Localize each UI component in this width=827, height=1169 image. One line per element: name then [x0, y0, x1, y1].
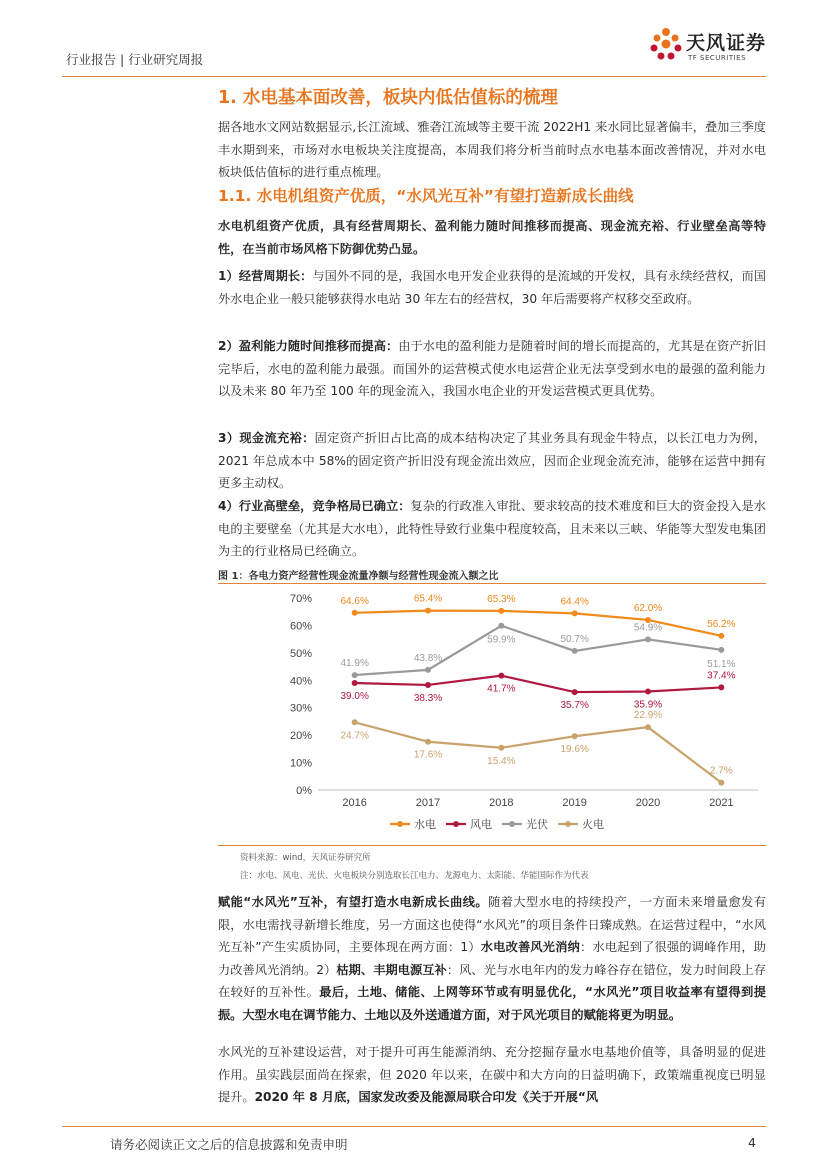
data-point — [718, 647, 724, 653]
company-logo — [640, 22, 770, 66]
point-2-text: 由于水电的盈利能力是随着时间的增长而提高的，尤其是在资产折旧完毕后，水电的盈利能力最强。而国外的运营模式使水电运营企业无法享受到水电的最强的盈利能力以及未来 80 年乃至 100 年的现金流入，我国水电企业的开发运营模式更具优势。 — [218, 339, 766, 398]
data-point — [718, 684, 724, 690]
y-tick-label: 20% — [289, 730, 312, 743]
data-point — [498, 673, 504, 679]
data-point — [352, 672, 358, 678]
x-tick-label: 2017 — [415, 797, 441, 809]
data-label: 62.0% — [633, 602, 663, 614]
legend-marker — [565, 821, 571, 827]
legend-marker — [397, 821, 403, 827]
header-category: 行业报告 | 行业研究周报 — [66, 52, 204, 67]
x-tick-label: 2020 — [635, 797, 661, 809]
series-line-火电 — [355, 722, 722, 782]
data-label: 65.4% — [413, 593, 443, 605]
data-point — [425, 608, 431, 614]
header-divider — [62, 76, 766, 77]
cashflow-ratio-line-chart — [218, 584, 766, 844]
data-point — [352, 719, 358, 725]
data-label: 51.1% — [707, 658, 736, 670]
data-label: 37.4% — [707, 670, 736, 682]
synergy-text-b: ：水电起到了很强的调峰作用，助力改善风光消纳。2） — [218, 940, 766, 977]
data-label: 19.6% — [560, 744, 589, 756]
legend-label: 光伏 — [526, 818, 548, 831]
synergy-text-a: 随着大型水电的持续投产，一方面未来增量愈发有限，水电需找寻新增长维度，另一方面这也使得“水风光”的项目条件日臻成熟。在运营过程中，“水风光互补”产生实质协同，主要体现在两方面：1） — [218, 895, 767, 954]
y-tick-label: 70% — [289, 593, 312, 605]
data-label: 35.7% — [560, 700, 589, 712]
figure-title: 图 1：各电力资产经营性现金流量净额与经营性现金流入额之比 — [218, 571, 499, 582]
synergy-conclusion: 最后，土地、储能、上网等环节或有明显优化，“水风光”项目收益率有望得到提振。大型水电在调节能力、土地以及外送通道方面，对于风光项目的赋能将更为明显。 — [218, 985, 766, 1022]
footer-disclaimer-link[interactable]: 请务必阅读正文之后的信息披露和免责申明 — [110, 1137, 348, 1152]
data-point — [572, 610, 578, 616]
data-label: 41.7% — [487, 683, 516, 695]
synergy-point-1: 水电改善风光消纳 — [480, 940, 581, 954]
data-label: 50.7% — [560, 633, 589, 645]
data-point — [425, 682, 431, 688]
x-tick-label: 2019 — [562, 797, 587, 809]
data-point — [498, 623, 504, 629]
data-label: 43.8% — [413, 652, 443, 664]
section-1-heading: 1. 水电基本面改善，板块内低估值标的梳理 — [218, 88, 558, 108]
data-point — [498, 608, 504, 614]
point-2-paragraph — [218, 335, 766, 403]
data-point — [572, 733, 578, 739]
point-4-label: 4）行业高壁垒，竞争格局已确立： — [218, 499, 411, 513]
data-label: 38.3% — [413, 692, 443, 704]
data-label: 65.3% — [487, 593, 516, 605]
data-label: 39.0% — [340, 691, 369, 703]
data-label: 24.7% — [340, 730, 369, 742]
synergy-text-c: ：风、光与水电年内的发力峰谷存在错位，发力时间段上存在较好的互补性。 — [218, 962, 767, 999]
y-tick-label: 50% — [289, 647, 312, 660]
data-point — [498, 745, 504, 751]
data-label: 64.6% — [340, 595, 369, 607]
series-line-水电 — [355, 611, 722, 636]
paragraph-policy — [218, 1041, 766, 1109]
legend-marker — [509, 821, 515, 827]
data-point — [352, 680, 358, 686]
data-point — [645, 724, 651, 730]
data-label: 2.7% — [709, 765, 733, 777]
page-number: 4 — [748, 1135, 756, 1150]
point-1-label: 1）经营周期长： — [218, 269, 313, 283]
x-tick-label: 2016 — [342, 797, 367, 809]
footer-divider — [62, 1126, 766, 1127]
data-label: 56.2% — [707, 618, 736, 630]
point-4-paragraph — [218, 495, 766, 563]
point-1-paragraph — [218, 265, 766, 310]
y-tick-label: 30% — [289, 702, 312, 715]
figure-bottom-rule — [218, 845, 766, 846]
x-tick-label: 2018 — [489, 797, 514, 809]
point-1-text: 与国外不同的是，我国水电开发企业获得的是流域的开发权，具有永续经营权，而国外水电企业一般只能够获得水电站 30 年左右的经营权，30 年后需要将产权移交至政府。 — [218, 269, 766, 306]
section-1-1-lead: 水电机组资产优质，具有经营周期长、盈利能力随时间推移而提高、现金流充裕、行业壁垒高等特性，在当前市场风格下防御优势凸显。 — [218, 219, 766, 256]
point-4-text: 复杂的行政准入审批、要求较高的技术难度和巨大的资金投入是水电的主要壁垒（尤其是大水电），此特性导致行业集中程度较高，且未来以三峡、华能等大型发电集团为主的行业格局已经确立。 — [218, 499, 766, 558]
synergy-lead: 赋能“水风光”互补，有望打造水电新成长曲线。 — [218, 895, 489, 909]
data-point — [352, 610, 358, 616]
data-label: 54.9% — [633, 622, 663, 634]
point-2-label: 2）盈利能力随时间推移而提高： — [218, 339, 399, 353]
series-line-风电 — [355, 676, 722, 692]
data-label: 59.9% — [487, 634, 516, 646]
data-point — [645, 689, 651, 695]
legend-marker — [453, 821, 459, 827]
data-label: 15.4% — [487, 755, 516, 767]
data-point — [425, 739, 431, 745]
figure-source: 资料来源：wind，天风证券研究所 — [240, 853, 371, 863]
series-line-光伏 — [355, 626, 722, 675]
y-tick-label: 10% — [289, 757, 312, 770]
section-1-intro: 据各地水文网站数据显示,长江流域、雅砻江流域等主要干流 2022H1 来水同比显著偏丰，叠加三季度丰水期到来，市场对水电板块关注度提高，本周我们将分析当前时点水电基本面改善情况，并对水电板块低估值标的进行重点梳理。 — [218, 120, 766, 179]
logo-name-en: TF SECURITIES — [688, 54, 747, 62]
legend-label: 水电 — [414, 818, 436, 831]
paragraph-synergy — [218, 891, 766, 1026]
legend-label: 火电 — [582, 818, 604, 831]
y-tick-label: 40% — [289, 675, 312, 688]
data-point — [572, 648, 578, 654]
policy-bold-text: 2020 年 8 月底，国家发改委及能源局联合印发《关于开展“风 — [254, 1090, 599, 1104]
data-point — [718, 780, 724, 786]
point-3-text: 固定资产折旧占比高的成本结构决定了其业务具有现金牛特点，以长江电力为例，2021 年总成本中 58%的固定资产折旧没有现金流出效应，因而企业现金流充沛，能够在运营中拥有更多主动权。 — [218, 431, 766, 490]
figure-note: 注：水电、风电、光伏、火电板块分别选取长江电力、龙源电力、太阳能、华能国际作为代表 — [240, 871, 589, 881]
y-tick-label: 0% — [296, 785, 312, 797]
synergy-point-2: 枯期、丰期电源互补 — [336, 962, 447, 977]
section-1-1-heading: 1.1. 水电机组资产优质，“水风光互补”有望打造新成长曲线 — [218, 187, 634, 205]
data-label: 64.4% — [560, 596, 589, 608]
data-point — [425, 667, 431, 673]
data-point — [645, 636, 651, 642]
legend-label: 风电 — [470, 818, 492, 831]
policy-text: 水风光的互补建设运营，对于提升可再生能源消纳、充分挖掘存量水电基地价值等，具备明显的促进作用。虽实践层面尚在探索，但 2020 年以来，在碳中和大方向的日益明确下，政策端重视度已明显提升。 — [218, 1045, 766, 1104]
data-label: 22.9% — [633, 710, 663, 722]
y-tick-label: 60% — [289, 620, 312, 633]
x-tick-label: 2021 — [709, 797, 734, 809]
data-point — [572, 689, 578, 695]
logo-name-cn: 天风证券 — [686, 32, 767, 54]
point-3-paragraph — [218, 427, 766, 495]
data-label: 41.9% — [340, 658, 369, 670]
logo-mark-icon — [646, 24, 686, 64]
data-label: 35.9% — [633, 699, 663, 711]
data-point — [718, 633, 724, 639]
data-label: 17.6% — [413, 749, 443, 761]
point-3-label: 3）现金流充裕： — [218, 431, 315, 445]
